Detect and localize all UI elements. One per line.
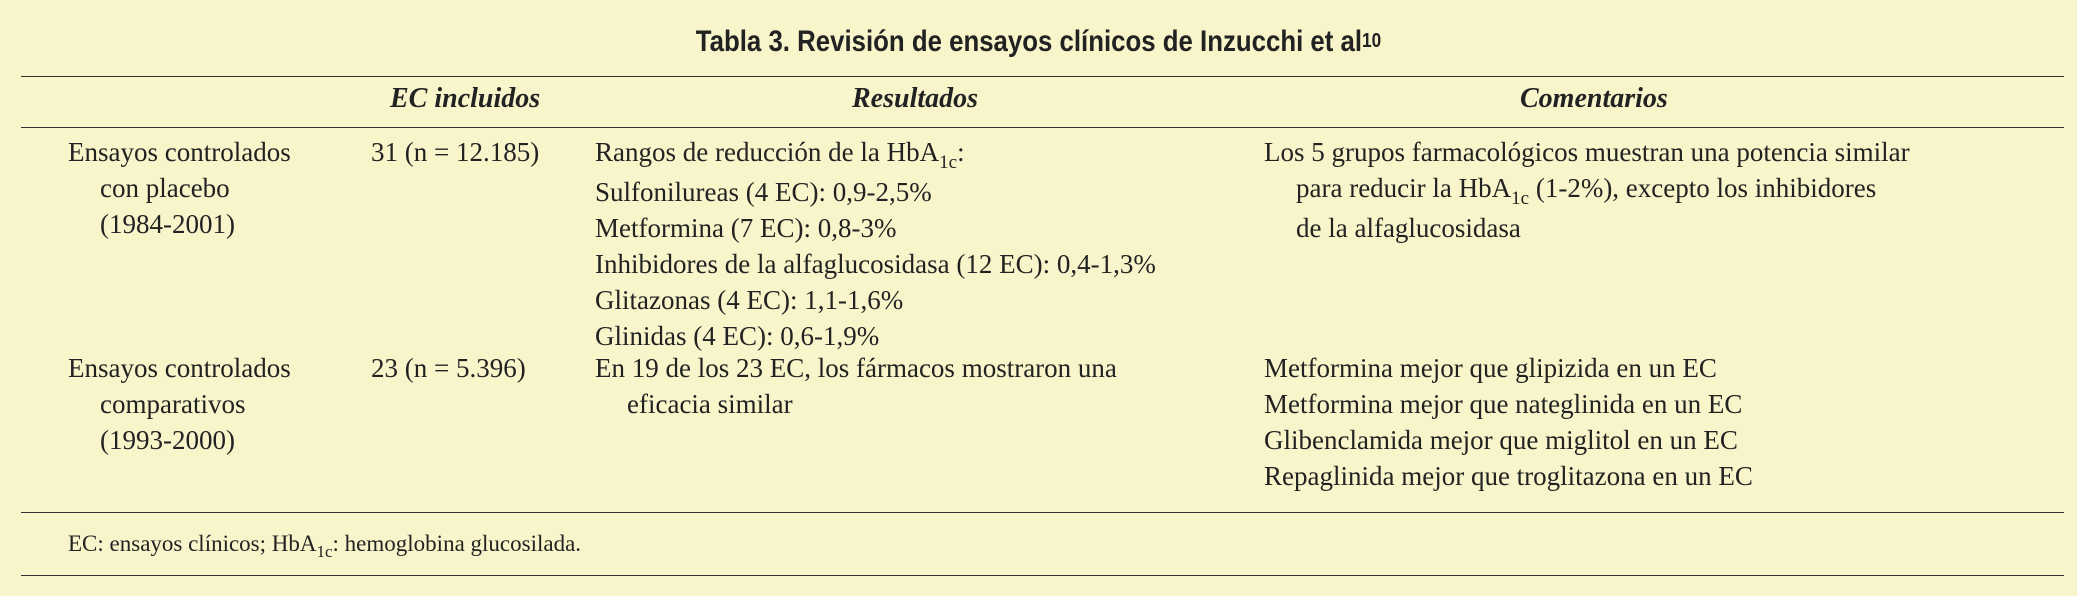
row2-res-line: En 19 de los 23 EC, los fármacos mostraron una	[595, 353, 1117, 383]
footnote-rule	[21, 575, 2064, 576]
header-resultados: Resultados	[852, 83, 979, 114]
header-ec-incluidos: EC incluidos	[390, 83, 541, 114]
table-title-text: Tabla 3. Revisión de ensayos clínicos de Inzucchi et al	[695, 25, 1363, 58]
row1-res-item: Glinidas (4 EC): 0,6-1,9%	[595, 321, 880, 351]
row1-res-intro-text: Rangos de reducción de la HbA	[595, 137, 940, 167]
row1-res-intro	[595, 134, 1156, 174]
row1-label-line: (1984-2001)	[100, 209, 235, 239]
table-title-reference: 10	[1362, 30, 1382, 52]
row1-ec: 31 (n = 12.185)	[371, 137, 540, 167]
row1-res-item: Metformina (7 EC): 0,8-3%	[595, 213, 897, 243]
footnote-text: EC: ensayos clínicos; HbA	[68, 531, 317, 556]
row1-label-line: Ensayos controlados	[68, 137, 291, 167]
row2-resultados	[595, 350, 1117, 422]
row1-comentarios	[1264, 134, 1910, 246]
row1-com-line: de la alfaglucosidasa	[1296, 213, 1521, 243]
footnote-text: : hemoglobina glucosilada.	[332, 531, 582, 556]
row1-com-text: (1-2%), excepto los inhibidores	[1529, 173, 1877, 203]
row1-com-line	[1264, 170, 1910, 210]
bottom-rule	[21, 512, 2064, 513]
hba1c-subscript: 1c	[939, 152, 958, 173]
row1-res-item: Sulfonilureas (4 EC): 0,9-2,5%	[595, 177, 932, 207]
row2-com-line: Repaglinida mejor que troglitazona en un EC	[1264, 461, 1753, 491]
row1-res-intro-colon: :	[957, 137, 965, 167]
row2-com-line: Metformina mejor que glipizida en un EC	[1264, 353, 1717, 383]
row2-label-line: comparativos	[100, 389, 246, 419]
row1-label-line: con placebo	[100, 173, 230, 203]
hba1c-subscript: 1c	[316, 542, 333, 561]
header-rule	[21, 127, 2064, 128]
row2-label-line: Ensayos controlados	[68, 353, 291, 383]
row2-res-line: eficacia similar	[627, 389, 793, 419]
row1-com-line: Los 5 grupos farmacológicos muestran una potencia similar	[1264, 137, 1910, 167]
row1-res-item: Glitazonas (4 EC): 1,1-1,6%	[595, 285, 904, 315]
row2-comentarios	[1264, 350, 1753, 494]
row2-ec: 23 (n = 5.396)	[371, 353, 526, 383]
footnote	[68, 531, 582, 561]
row1-resultados	[595, 134, 1156, 354]
row1-com-text: para reducir la HbA	[1296, 173, 1512, 203]
hba1c-subscript: 1c	[1511, 188, 1530, 209]
row1-label	[68, 134, 291, 242]
top-rule	[21, 76, 2064, 77]
row2-label-line: (1993-2000)	[100, 425, 235, 455]
header-comentarios: Comentarios	[1520, 83, 1668, 114]
table-title	[145, 25, 1931, 59]
row2-com-line: Glibenclamida mejor que miglitol en un EC	[1264, 425, 1738, 455]
row1-res-item: Inhibidores de la alfaglucosidasa (12 EC): 0,4-1,3%	[595, 249, 1156, 279]
row2-com-line: Metformina mejor que nateglinida en un EC	[1264, 389, 1743, 419]
row2-label	[68, 350, 291, 458]
